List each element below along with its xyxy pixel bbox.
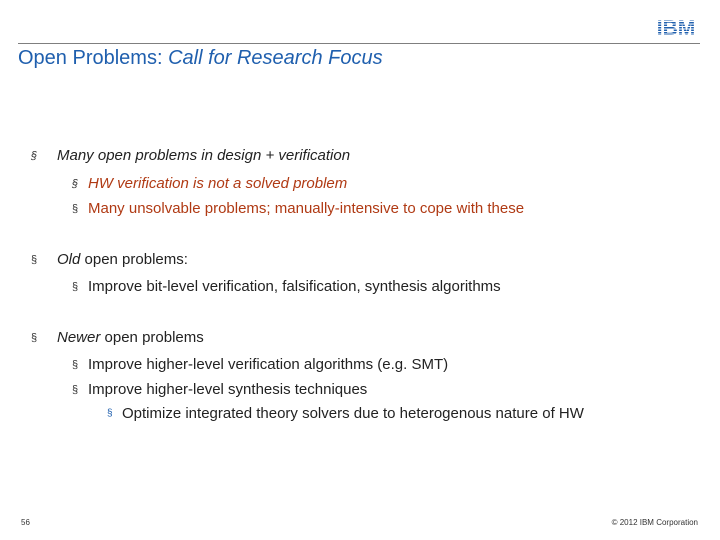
bullet-text: Many open problems in design + verification <box>57 147 351 164</box>
bullet-2 <box>31 251 188 269</box>
bullet-1-1 <box>72 175 348 193</box>
bullet-text: HW verification is not a solved problem <box>88 175 348 192</box>
copyright: © 2012 IBM Corporation <box>611 518 698 527</box>
bullet-3-2-1 <box>107 405 584 423</box>
bullet-1 <box>31 147 351 165</box>
bullet-text: open problems <box>100 329 204 346</box>
bullet-marker: § <box>31 150 38 162</box>
bullet-marker: § <box>72 384 79 396</box>
bullet-text: open problems: <box>80 251 188 268</box>
bullet-italic: Newer <box>57 329 101 346</box>
bullet-text: Improve bit-level verification, falsification, synthesis algorithms <box>88 278 501 295</box>
page-title <box>18 47 383 70</box>
page-number: 56 <box>21 518 30 527</box>
bullet-marker: § <box>72 203 79 215</box>
ibm-logo <box>652 17 700 37</box>
bullet-text: Improve higher-level verification algorithms (e.g. SMT) <box>88 356 449 373</box>
bullet-marker: § <box>31 254 38 266</box>
bullet-marker: § <box>72 281 79 293</box>
bullet-marker: § <box>107 408 113 419</box>
ibm-logo-text: IBM <box>656 17 696 37</box>
bullet-text: Many unsolvable problems; manually-intensive to cope with these <box>88 200 525 217</box>
bullet-marker: § <box>72 359 79 371</box>
title-prefix: Open Problems: <box>18 47 169 69</box>
bullet-marker: § <box>31 332 38 344</box>
bullet-3 <box>31 329 204 347</box>
header-rule <box>18 43 700 44</box>
bullet-text: Improve higher-level synthesis techniques <box>88 381 368 398</box>
bullet-2-1 <box>72 278 501 296</box>
bullet-3-2 <box>72 381 368 399</box>
bullet-text: Optimize integrated theory solvers due to heterogenous nature of HW <box>122 405 584 422</box>
bullet-3-1 <box>72 356 449 374</box>
bullet-1-2 <box>72 200 525 218</box>
title-italic: Call for Research Focus <box>168 47 383 69</box>
bullet-italic: Old <box>57 251 81 268</box>
bullet-marker: § <box>72 178 79 190</box>
